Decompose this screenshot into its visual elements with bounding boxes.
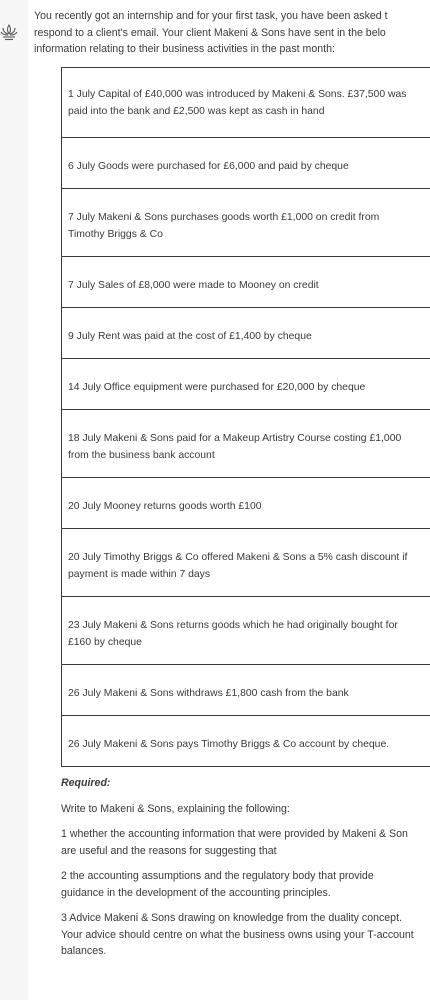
transaction-text: £160 by cheque	[68, 637, 142, 648]
transaction-text: payment is made within 7 days	[68, 569, 211, 580]
transaction-row	[62, 308, 430, 359]
transaction-row	[62, 410, 430, 478]
transaction-row	[62, 68, 430, 138]
transaction-text: 14 July Office equipment were purchased for £20,000 by cheque	[68, 382, 366, 393]
required-instruction: Write to Makeni & Sons, explaining the following:	[61, 802, 290, 815]
transaction-row	[62, 359, 430, 410]
required-item-line: 3 Advice Makeni & Sons drawing on knowledge from the duality concept.	[61, 912, 402, 924]
transaction-text: 26 July Makeni & Sons pays Timothy Briggs & Co account by cheque.	[68, 739, 390, 750]
required-section	[61, 775, 430, 969]
lotus-logo-icon	[0, 22, 18, 42]
transaction-text: paid into the bank and £2,500 was kept as cash in hand	[68, 106, 325, 117]
transaction-text: 1 July Capital of £40,000 was introduced by Makeni & Sons. £37,500 was	[68, 89, 407, 100]
required-item	[61, 910, 430, 960]
transaction-row	[62, 665, 430, 716]
transaction-text: from the business bank account	[68, 450, 215, 461]
transaction-row	[62, 529, 430, 597]
transactions-table	[61, 67, 430, 767]
intro-line: You recently got an internship and for your first task, you have been asked t	[34, 10, 388, 22]
transaction-text: 23 July Makeni & Sons returns goods which he had originally bought for	[68, 620, 398, 631]
required-item	[61, 826, 430, 859]
transaction-text: 26 July Makeni & Sons withdraws £1,800 cash from the bank	[68, 688, 349, 699]
required-item-line: balances.	[61, 945, 107, 957]
transaction-text: 7 July Sales of £8,000 were made to Mooney on credit	[68, 280, 319, 291]
required-item-line: 2 the accounting assumptions and the regulatory body that provide	[61, 870, 374, 882]
transaction-text: 7 July Makeni & Sons purchases goods worth £1,000 on credit from	[68, 212, 380, 223]
required-item-line: guidance in the development of the accounting principles.	[61, 886, 331, 899]
transaction-row	[62, 257, 430, 308]
transaction-text: 6 July Goods were purchased for £6,000 and paid by cheque	[68, 161, 349, 172]
transaction-row	[62, 597, 430, 665]
transaction-row	[62, 716, 430, 767]
transaction-text: 20 July Mooney returns goods worth £100	[68, 501, 262, 512]
transaction-row	[62, 478, 430, 529]
transaction-row	[62, 189, 430, 257]
transaction-text: 9 July Rent was paid at the cost of £1,400 by cheque	[68, 331, 312, 342]
intro-paragraph	[34, 8, 430, 58]
required-item-line: Your advice should centre on what the business owns using your T-account	[61, 928, 414, 941]
transaction-text: Timothy Briggs & Co	[68, 229, 163, 240]
required-item-line: are useful and the reasons for suggesting that	[61, 844, 277, 857]
intro-line: respond to a client's email. Your client Makeni & Sons have sent in the belo	[34, 26, 386, 39]
transaction-row	[62, 138, 430, 189]
transaction-text: 20 July Timothy Briggs & Co offered Makeni & Sons a 5% cash discount if	[68, 552, 408, 563]
intro-line: information relating to their business activities in the past month:	[34, 43, 335, 55]
required-item-line: 1 whether the accounting information that were provided by Makeni & Son	[61, 828, 408, 840]
required-heading: Required:	[61, 777, 111, 789]
transaction-text: 18 July Makeni & Sons paid for a Makeup Artistry Course costing £1,000	[68, 433, 402, 444]
required-item	[61, 868, 430, 901]
